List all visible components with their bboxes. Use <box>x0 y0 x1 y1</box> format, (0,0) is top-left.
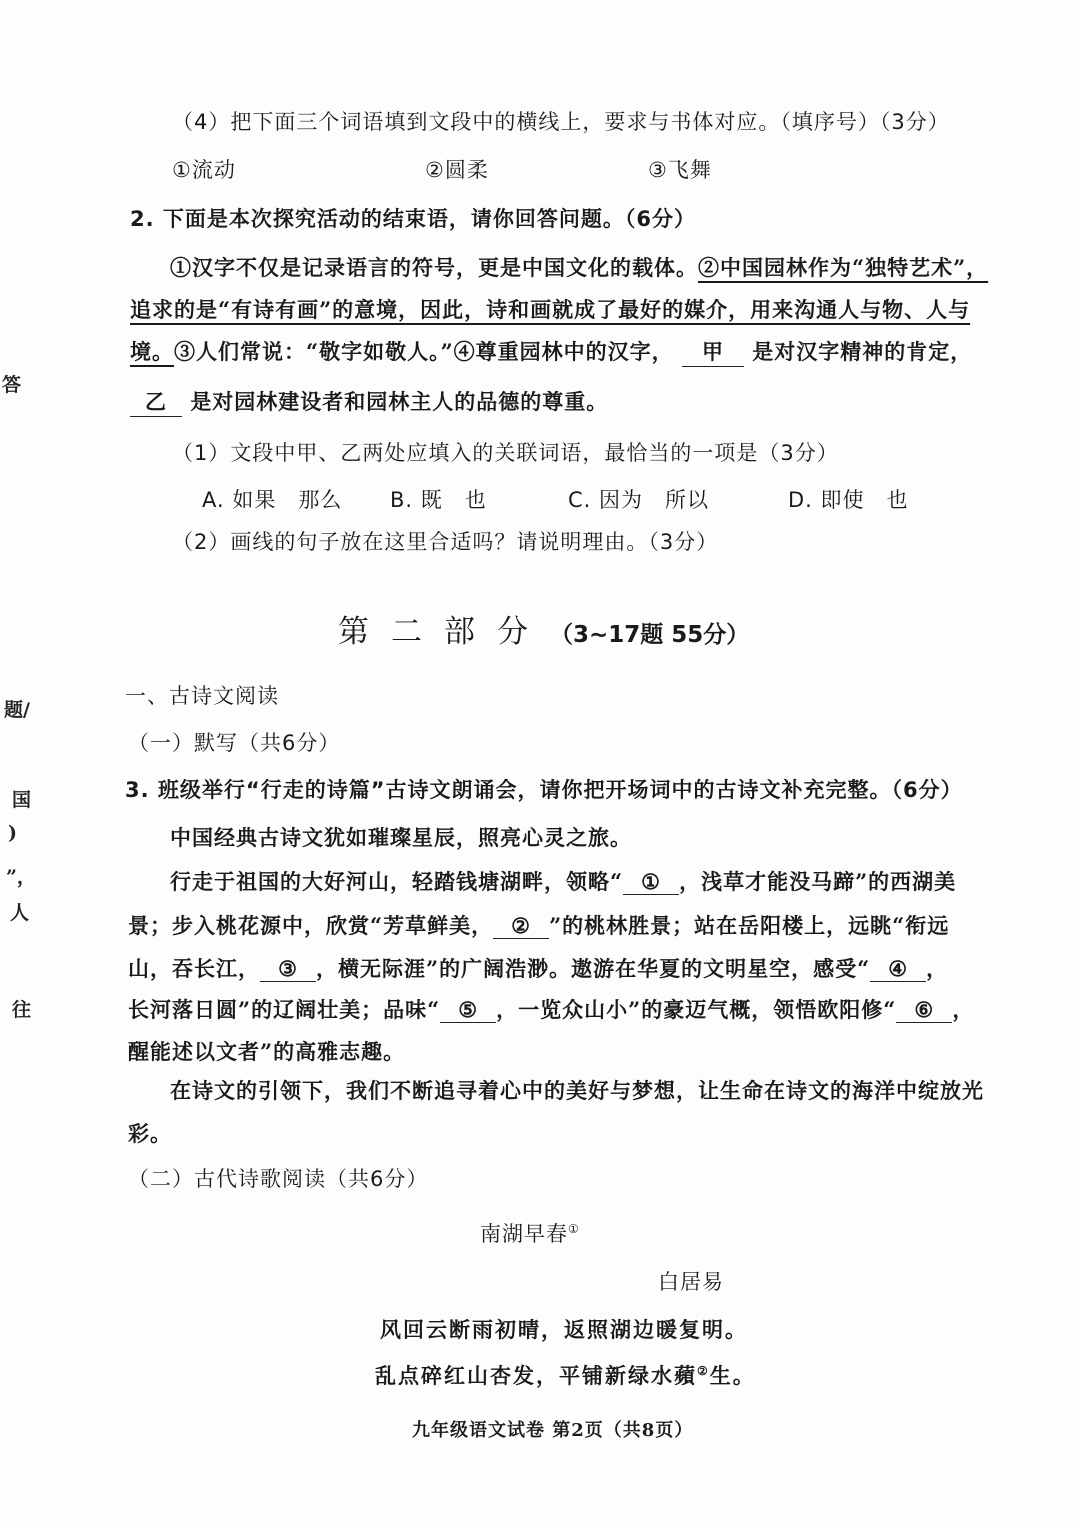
q3-text: ， <box>952 997 975 1022</box>
passage-text: ③人们常说：“敬字如敬人。”④尊重园林中的汉字， <box>174 339 674 364</box>
part-2-title <box>338 606 749 651</box>
passage-line-1 <box>170 252 988 282</box>
margin-fragment: 题/ <box>4 699 30 721</box>
margin-fragment: 往 <box>12 999 32 1021</box>
q3-intro: 中国经典古诗文犹如璀璨星辰，照亮心灵之旅。 <box>170 825 632 850</box>
subsection-a-heading: （一）默写（共6分） <box>128 731 341 755</box>
blank-3[interactable]: ③ <box>260 956 316 982</box>
q3-line-1 <box>170 866 956 896</box>
part-subtitle: （3~17题 55分） <box>550 622 750 648</box>
margin-fragment: 人 <box>10 902 30 924</box>
margin-fragment: 答 <box>2 374 22 396</box>
q3-text: 长河落日圆”的辽阔壮美；品味“ <box>128 997 441 1022</box>
passage-line-3 <box>130 336 972 367</box>
option-d: D. 即使 也 <box>788 488 909 512</box>
q3-text: ， <box>926 956 949 981</box>
blank-yi[interactable]: 乙 <box>130 386 182 417</box>
margin-fragment: ”， <box>6 866 36 888</box>
blank-4[interactable]: ④ <box>870 956 926 982</box>
blank-1[interactable]: ① <box>623 869 679 895</box>
question-2-1-prompt: （1）文段中甲、乙两处应填入的关联词语，最恰当的一项是（3分） <box>172 441 839 465</box>
section-1-heading: 一、古诗文阅读 <box>125 684 279 708</box>
blank-2[interactable]: ② <box>493 913 549 939</box>
part-title-text: 第二部分 <box>338 614 550 650</box>
choice-1: ①流动 <box>172 158 236 182</box>
footnote-marker: ② <box>697 1364 710 1378</box>
passage-line-4 <box>130 386 608 417</box>
q3-text: ，一览众山小”的豪迈气概，领悟欧阳修“ <box>496 997 897 1022</box>
q3-closing-2: 彩。 <box>128 1121 172 1146</box>
choice-3: ③飞舞 <box>648 158 712 182</box>
q3-text: 行走于祖国的大好河山，轻踏钱塘湖畔，领略“ <box>170 869 624 894</box>
blank-jia[interactable]: 甲 <box>682 336 744 367</box>
question-3-prompt: 3. 班级举行“行走的诗篇”古诗文朗诵会，请你把开场词中的古诗文补充完整。（6分） <box>125 778 963 802</box>
option-b: B. 既 也 <box>390 488 487 512</box>
poem-title-text: 南湖早春 <box>480 1222 568 1246</box>
blank-6[interactable]: ⑥ <box>896 997 952 1023</box>
q3-line-5: 醒能述以文者”的高雅志趣。 <box>128 1039 406 1064</box>
option-a: A. 如果 那么 <box>202 488 343 512</box>
q3-text: 景；步入桃花源中，欣赏“芳草鲜美， <box>128 913 494 938</box>
option-c: C. 因为 所以 <box>568 488 710 512</box>
poem-author: 白居易 <box>658 1270 724 1294</box>
q3-text: ”的桃林胜景；站在岳阳楼上，远眺“衔远 <box>549 913 950 938</box>
underlined-sentence: ②中国园林作为“独特艺术”， <box>698 255 989 280</box>
margin-fragment: ) <box>8 822 17 844</box>
passage-line-2 <box>130 294 970 324</box>
passage-text: 是对园林建设者和园林主人的品德的尊重。 <box>190 389 609 414</box>
margin-fragment: 国 <box>12 789 32 811</box>
question-2-2-prompt: （2）画线的句子放在这里合适吗？请说明理由。（3分） <box>172 530 719 554</box>
poem-title <box>480 1218 580 1248</box>
poem-line-1: 风回云断雨初晴，返照湖边暖复明。 <box>380 1317 748 1342</box>
q3-line-3 <box>128 953 948 983</box>
q3-line-2 <box>128 910 949 940</box>
page-footer: 九年级语文试卷 第2页（共8页） <box>412 1420 694 1441</box>
footnote-marker: ① <box>568 1222 580 1236</box>
underlined-sentence: 境。 <box>130 339 174 364</box>
subsection-b-heading: （二）古代诗歌阅读（共6分） <box>128 1167 429 1191</box>
q3-line-4 <box>128 994 974 1024</box>
q3-closing-1: 在诗文的引领下，我们不断追寻着心中的美好与梦想，让生命在诗文的海洋中绽放光 <box>170 1078 984 1103</box>
q3-text: ，浅草才能没马蹄”的西湖美 <box>679 869 957 894</box>
question-1-4-prompt: （4）把下面三个词语填到文段中的横线上，要求与书体对应。（填序号）（3分） <box>172 110 950 134</box>
q3-text: ，横无际涯”的广阔浩渺。遨游在华夏的文明星空，感受“ <box>316 956 871 981</box>
q3-text: 山，吞长江， <box>128 956 260 981</box>
question-2-prompt: 2. 下面是本次探究活动的结束语，请你回答问题。（6分） <box>130 207 697 231</box>
poem-text: 生。 <box>709 1363 756 1388</box>
choice-2: ②圆柔 <box>425 158 489 182</box>
poem-text: 乱点碎红山杏发，平铺新绿水蘋 <box>375 1363 697 1388</box>
blank-5[interactable]: ⑤ <box>440 997 496 1023</box>
underlined-sentence: 追求的是“有诗有画”的意境，因此，诗和画就成了最好的媒介，用来沟通人与物、人与 <box>130 297 971 322</box>
poem-line-2 <box>375 1360 756 1390</box>
passage-text: 是对汉字精神的肯定， <box>752 339 973 364</box>
passage-text: ①汉字不仅是记录语言的符号，更是中国文化的载体。 <box>170 255 698 280</box>
